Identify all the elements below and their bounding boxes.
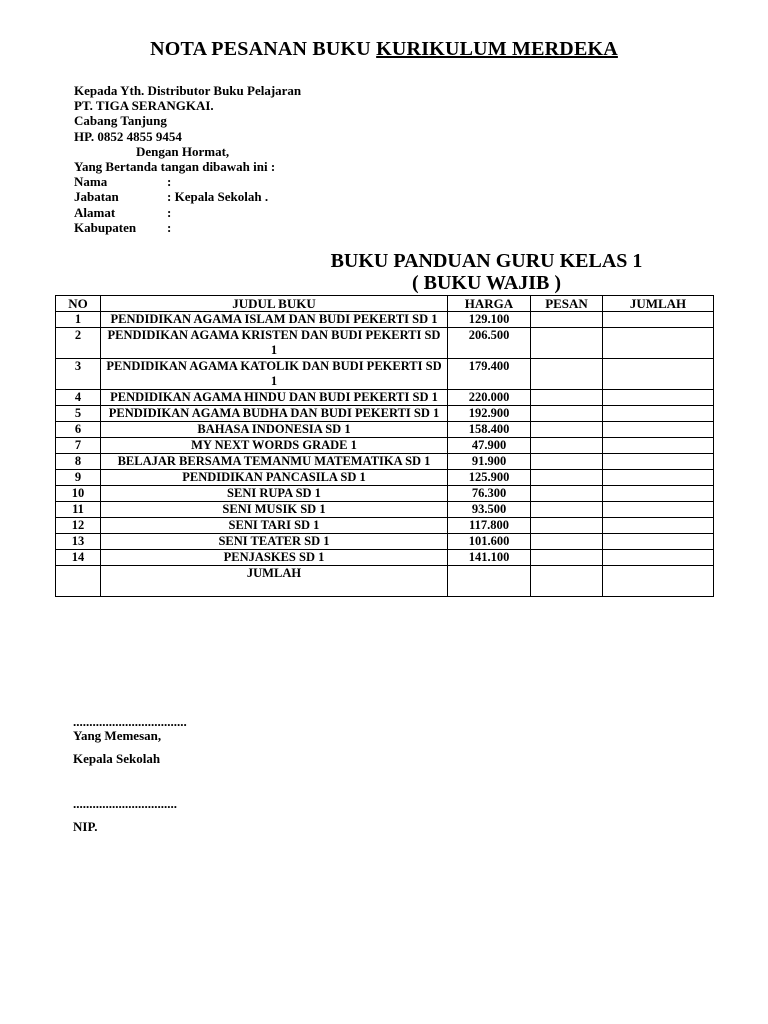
table-row: [56, 534, 714, 550]
field-label: Kabupaten: [74, 219, 137, 235]
field-jabatan: [74, 189, 301, 204]
row-amount[interactable]: [603, 390, 714, 406]
field-label: Alamat: [74, 204, 116, 220]
row-title: BAHASA INDONESIA SD 1: [101, 422, 448, 438]
header-jumlah: JUMLAH: [603, 296, 714, 312]
table-row: [56, 312, 714, 328]
row-no: 9: [56, 470, 101, 486]
row-no: 8: [56, 454, 101, 470]
table-row: [56, 502, 714, 518]
row-order-qty[interactable]: [531, 422, 603, 438]
total-pesan-cell[interactable]: [531, 566, 603, 597]
row-title: PENDIDIKAN AGAMA KRISTEN DAN BUDI PEKERTI SD 1: [101, 328, 448, 359]
row-title: SENI TEATER SD 1: [101, 534, 448, 550]
row-title: PENJASKES SD 1: [101, 550, 448, 566]
row-no: 10: [56, 486, 101, 502]
table-row: [56, 454, 714, 470]
row-no: 4: [56, 390, 101, 406]
row-price: 220.000: [448, 390, 531, 406]
header-no: NO: [56, 296, 101, 312]
row-order-qty[interactable]: [531, 438, 603, 454]
table-row: [56, 359, 714, 390]
total-harga-cell: [448, 566, 531, 597]
row-order-qty[interactable]: [531, 470, 603, 486]
table-row: [56, 328, 714, 359]
row-price: 76.300: [448, 486, 531, 502]
field-kabupaten: [74, 220, 301, 235]
field-alamat: [74, 205, 301, 220]
row-no: 14: [56, 550, 101, 566]
row-amount[interactable]: [603, 534, 714, 550]
row-order-qty[interactable]: [531, 312, 603, 328]
row-price: 141.100: [448, 550, 531, 566]
table-row: [56, 390, 714, 406]
field-value: :: [167, 174, 172, 190]
table-row: [56, 518, 714, 534]
row-title: SENI RUPA SD 1: [101, 486, 448, 502]
row-price: 206.500: [448, 328, 531, 359]
row-order-qty[interactable]: [531, 328, 603, 359]
row-title: PENDIDIKAN AGAMA ISLAM DAN BUDI PEKERTI SD 1: [101, 312, 448, 328]
document-title: [0, 38, 768, 61]
phone-line: HP. 0852 4855 9454: [74, 128, 182, 144]
table-row: [56, 550, 714, 566]
row-title: PENDIDIKAN AGAMA KATOLIK DAN BUDI PEKERTI SD 1: [101, 359, 448, 390]
row-title: SENI TARI SD 1: [101, 518, 448, 534]
signer-name-dots: ................................: [73, 796, 177, 811]
row-amount[interactable]: [603, 312, 714, 328]
row-order-qty[interactable]: [531, 486, 603, 502]
title-curriculum: KURIKULUM MERDEKA: [376, 38, 618, 60]
row-title: MY NEXT WORDS GRADE 1: [101, 438, 448, 454]
row-amount[interactable]: [603, 550, 714, 566]
row-no: 6: [56, 422, 101, 438]
company-line: PT. TIGA SERANGKAI.: [74, 98, 214, 114]
row-order-qty[interactable]: [531, 359, 603, 390]
nip-label: NIP.: [73, 819, 98, 834]
row-no: 12: [56, 518, 101, 534]
total-label: JUMLAH: [101, 566, 448, 597]
row-no: 1: [56, 312, 101, 328]
row-price: 192.900: [448, 406, 531, 422]
field-label: Nama: [74, 174, 108, 190]
row-order-qty[interactable]: [531, 518, 603, 534]
field-value: :: [167, 219, 172, 235]
row-amount[interactable]: [603, 502, 714, 518]
greeting-line: Dengan Hormat,: [136, 143, 230, 159]
row-order-qty[interactable]: [531, 390, 603, 406]
title-prefix: NOTA PESANAN BUKU: [150, 38, 377, 60]
total-jumlah-cell[interactable]: [603, 566, 714, 597]
section-heading: [265, 250, 708, 294]
header-harga: HARGA: [448, 296, 531, 312]
row-no: 11: [56, 502, 101, 518]
row-title: SENI MUSIK SD 1: [101, 502, 448, 518]
row-no: 13: [56, 534, 101, 550]
row-amount[interactable]: [603, 438, 714, 454]
row-no: 2: [56, 328, 101, 359]
field-value: :: [167, 204, 172, 220]
table-row: [56, 422, 714, 438]
row-title: PENDIDIKAN AGAMA HINDU DAN BUDI PEKERTI SD 1: [101, 390, 448, 406]
address-block: [74, 83, 301, 235]
row-order-qty[interactable]: [531, 550, 603, 566]
total-row: [56, 566, 714, 597]
table-header-row: [56, 296, 714, 312]
signer-role-2: Kepala Sekolah: [73, 751, 161, 766]
row-order-qty[interactable]: [531, 454, 603, 470]
table-row: [56, 406, 714, 422]
row-price: 117.800: [448, 518, 531, 534]
row-amount[interactable]: [603, 486, 714, 502]
row-price: 125.900: [448, 470, 531, 486]
book-order-table: [55, 295, 714, 597]
branch-line: Cabang Tanjung: [74, 113, 167, 129]
intro-line: Yang Bertanda tangan dibawah ini :: [74, 158, 276, 174]
row-price: 93.500: [448, 502, 531, 518]
row-amount[interactable]: [603, 422, 714, 438]
row-price: 129.100: [448, 312, 531, 328]
row-price: 101.600: [448, 534, 531, 550]
row-order-qty[interactable]: [531, 502, 603, 518]
section-title: BUKU PANDUAN GURU KELAS 1: [330, 250, 643, 272]
table-row: [56, 438, 714, 454]
table-row: [56, 470, 714, 486]
row-price: 91.900: [448, 454, 531, 470]
header-judul: JUDUL BUKU: [101, 296, 448, 312]
row-price: 179.400: [448, 359, 531, 390]
row-order-qty[interactable]: [531, 406, 603, 422]
row-amount[interactable]: [603, 454, 714, 470]
row-amount[interactable]: [603, 359, 714, 390]
row-amount[interactable]: [603, 470, 714, 486]
row-price: 47.900: [448, 438, 531, 454]
section-subtitle: ( BUKU WAJIB ): [411, 272, 562, 294]
row-amount[interactable]: [603, 518, 714, 534]
recipient-line: Kepada Yth. Distributor Buku Pelajaran: [74, 83, 302, 98]
total-no-cell: [56, 566, 101, 597]
row-order-qty[interactable]: [531, 534, 603, 550]
row-title: PENDIDIKAN AGAMA BUDHA DAN BUDI PEKERTI SD 1: [101, 406, 448, 422]
row-title: BELAJAR BERSAMA TEMANMU MATEMATIKA SD 1: [101, 454, 448, 470]
row-no: 7: [56, 438, 101, 454]
row-amount[interactable]: [603, 406, 714, 422]
row-title: PENDIDIKAN PANCASILA SD 1: [101, 470, 448, 486]
table-row: [56, 486, 714, 502]
field-label: Jabatan: [74, 189, 119, 205]
signer-role-1: Yang Memesan,: [73, 728, 162, 743]
row-amount[interactable]: [603, 328, 714, 359]
field-nama: [74, 174, 301, 189]
row-no: 3: [56, 359, 101, 390]
header-pesan: PESAN: [531, 296, 603, 312]
date-dots: ...................................: [73, 714, 187, 729]
row-price: 158.400: [448, 422, 531, 438]
field-value: : Kepala Sekolah .: [167, 189, 269, 205]
row-no: 5: [56, 406, 101, 422]
